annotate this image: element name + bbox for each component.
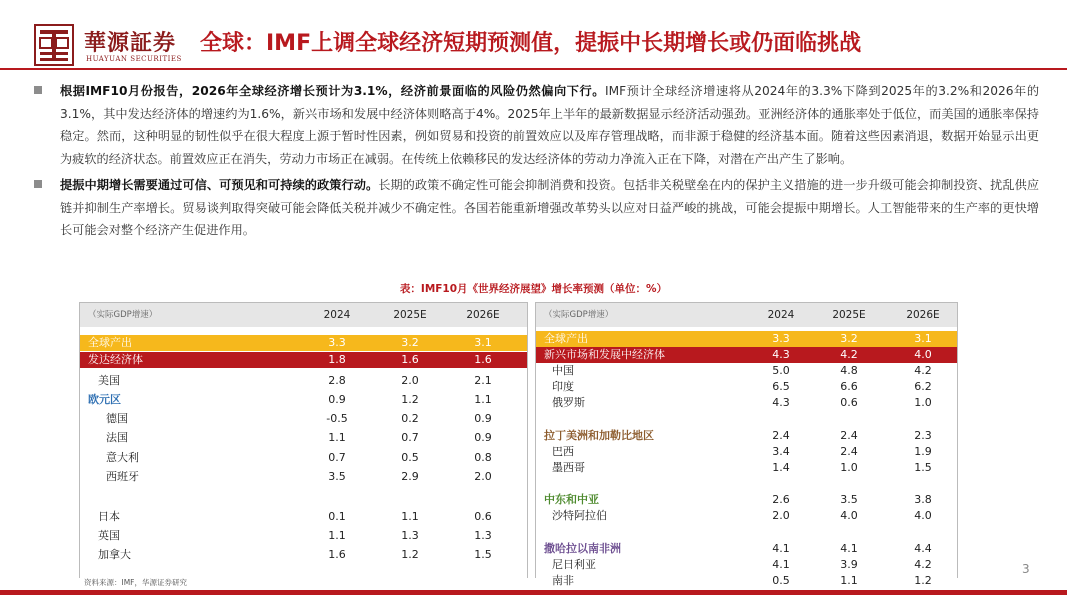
row-value: 6.6 — [840, 380, 858, 393]
row-value: 3.1 — [914, 332, 932, 345]
row-label: 欧元区 — [88, 393, 121, 406]
table-row — [536, 557, 957, 573]
header-label: （实际GDP增速） — [544, 310, 614, 320]
row-value: 4.1 — [772, 558, 790, 571]
row-value: 1.1 — [401, 510, 419, 523]
logo-text: 華源証券 — [84, 30, 177, 56]
row-value: 0.7 — [401, 431, 419, 444]
row-value: 4.1 — [772, 542, 790, 555]
row-value: 0.6 — [474, 510, 492, 523]
table-row — [536, 460, 957, 476]
row-value: 1.6 — [474, 353, 492, 366]
row-value: 0.1 — [328, 510, 346, 523]
row-value: 3.5 — [328, 470, 346, 483]
table-header-row — [80, 303, 527, 327]
row-label: 墨西哥 — [552, 461, 585, 474]
header-year: 2025E — [393, 309, 427, 321]
table-row — [536, 444, 957, 460]
row-value: 4.0 — [914, 509, 932, 522]
row-value: 0.9 — [474, 412, 492, 425]
row-label: 发达经济体 — [88, 353, 143, 366]
row-value: 4.0 — [914, 348, 932, 361]
row-value: 2.0 — [401, 374, 419, 387]
table-row — [536, 492, 957, 508]
table-caption: 表：IMF10月《世界经济展望》增长率预测（单位：%） — [399, 283, 668, 295]
row-label: 美国 — [98, 374, 120, 387]
bullet-body: IMF预计全球经济增速将从2024年的3.3%下降到2025年的3.2%和2026年的3.1%，其中发达经济体的增速约为1.6%，新兴市场和发展中经济体则略高于4%。2025年上半年的最新数据显示经济活动强劲。亚洲经济体的通胀率处于低位，而美国的通胀率保持稳定。然而，这种明显的韧性似乎在很大程度上源于暂时性因素，例如贸易和投资的前置效应以及库存管理战略，而非源于稳健的经济基本面。随着这些因素消退，数据开始显示出更为疲软的经济状态。前置效应正在消失，劳动力市场正在减弱。在传统上依赖移民的发达经济体的劳动力净流入正在下降，对潜在产出产生了影响。 — [60, 84, 1040, 166]
row-value: 3.8 — [914, 493, 932, 506]
bullet-lead: 提振中期增长需要通过可信、可预见和可持续的政策行动。 — [60, 178, 379, 192]
row-value: 1.1 — [328, 529, 346, 542]
row-label: 印度 — [552, 380, 574, 393]
right-table — [535, 302, 958, 587]
row-value: 1.3 — [401, 529, 419, 542]
header-year: 2024 — [767, 309, 795, 321]
row-value: 1.1 — [328, 431, 346, 444]
table-header-row — [536, 303, 957, 327]
bullet-body: 长期的政策不确定性可能会抑制消费和投资。包括非关税壁垒在内的保护主义措施的进一步升级可能会抑制投资、扰乱供应链并抑制生产率增长。贸易谈判取得突破可能会降低关税并减少不确定性。各国若能重新增强改革势头以应对日益严峻的挑战，可能会提振中期增长。人工智能带来的生产率的更快增长可能会对整个经济产生促进作用。 — [60, 178, 1040, 237]
row-label: 中国 — [552, 364, 574, 377]
row-label: 全球产出 — [88, 336, 132, 349]
row-label: 巴西 — [552, 445, 574, 458]
row-value: 3.4 — [772, 445, 790, 458]
row-value: 0.5 — [401, 451, 419, 464]
row-label: 英国 — [98, 529, 120, 542]
bullet-item — [34, 80, 1039, 170]
table-row — [80, 430, 527, 446]
bullet-text — [60, 80, 1039, 170]
table-row — [536, 363, 957, 379]
row-value: 4.2 — [840, 348, 858, 361]
row-value: 1.2 — [401, 548, 419, 561]
row-value: 1.1 — [840, 574, 858, 587]
row-label: 新兴市场和发展中经济体 — [544, 348, 665, 361]
row-value: 4.4 — [914, 542, 932, 555]
logo-subtext: HUAYUAN SECURITIES — [86, 55, 182, 63]
row-value: 6.5 — [772, 380, 790, 393]
table-row — [80, 352, 527, 368]
row-label: 西班牙 — [106, 470, 139, 483]
row-value: 2.4 — [840, 445, 858, 458]
table-row — [80, 392, 527, 408]
row-value: 4.8 — [840, 364, 858, 377]
row-value: 0.8 — [474, 451, 492, 464]
row-value: 1.2 — [914, 574, 932, 587]
row-value: 0.7 — [328, 451, 346, 464]
left-table — [79, 302, 528, 578]
bullet-lead: 根据IMF10月份报告，2026年全球经济增长预计为3.1%，经济前景面临的风险仍然偏向下行。 — [60, 84, 605, 98]
row-value: 1.6 — [401, 353, 419, 366]
table-row — [536, 379, 957, 395]
page-number: 3 — [1022, 562, 1030, 576]
header-year: 2026E — [906, 309, 940, 321]
bullet-list — [34, 80, 1039, 246]
row-value: 2.9 — [401, 470, 419, 483]
header-divider — [0, 68, 1067, 70]
row-value: 1.3 — [474, 529, 492, 542]
row-label: 意大利 — [106, 451, 139, 464]
row-value: 0.9 — [474, 431, 492, 444]
row-value: 1.5 — [914, 461, 932, 474]
row-value: 2.4 — [840, 429, 858, 442]
row-label: 全球产出 — [544, 332, 588, 345]
row-value: 0.9 — [328, 393, 346, 406]
table-row — [536, 508, 957, 524]
row-label: 日本 — [98, 510, 120, 523]
row-label: 拉丁美洲和加勒比地区 — [544, 429, 654, 442]
row-value: 2.0 — [474, 470, 492, 483]
row-value: 4.3 — [772, 348, 790, 361]
table-row — [536, 573, 957, 589]
bullet-square-icon — [34, 180, 48, 242]
row-value: 3.3 — [328, 336, 346, 349]
bullet-text — [60, 174, 1039, 242]
row-value: 4.3 — [772, 396, 790, 409]
table-row — [536, 428, 957, 444]
bullet-square-icon — [34, 86, 48, 170]
header-year: 2025E — [832, 309, 866, 321]
row-value: 2.1 — [474, 374, 492, 387]
table-row — [80, 450, 527, 466]
row-value: -0.5 — [326, 412, 348, 425]
row-value: 2.3 — [914, 429, 932, 442]
source-note: 资料来源：IMF，华源证券研究 — [84, 578, 187, 587]
row-label: 德国 — [106, 412, 128, 425]
row-value: 0.2 — [401, 412, 419, 425]
row-value: 1.4 — [772, 461, 790, 474]
row-value: 3.1 — [474, 336, 492, 349]
row-value: 2.8 — [328, 374, 346, 387]
row-value: 1.1 — [474, 393, 492, 406]
row-label: 法国 — [106, 431, 128, 444]
row-value: 2.0 — [772, 509, 790, 522]
row-value: 4.2 — [914, 558, 932, 571]
row-value: 1.8 — [328, 353, 346, 366]
row-label: 加拿大 — [98, 548, 131, 561]
row-label: 沙特阿拉伯 — [552, 509, 607, 522]
header-year: 2024 — [323, 309, 351, 321]
table-row — [80, 509, 527, 525]
table-row — [80, 373, 527, 389]
row-value: 1.6 — [328, 548, 346, 561]
row-label: 中东和中亚 — [544, 493, 599, 506]
row-value: 4.0 — [840, 509, 858, 522]
row-value: 3.2 — [401, 336, 419, 349]
table-row — [536, 541, 957, 557]
row-label: 尼日利亚 — [552, 558, 596, 571]
row-value: 1.5 — [474, 548, 492, 561]
row-label: 俄罗斯 — [552, 396, 585, 409]
row-value: 4.1 — [840, 542, 858, 555]
row-value: 3.5 — [840, 493, 858, 506]
row-label: 南非 — [552, 574, 574, 587]
huayuan-logo-icon — [34, 24, 74, 66]
page-title: 全球：IMF上调全球经济短期预测值，提振中长期增长或仍面临挑战 — [200, 31, 862, 56]
row-label: 撒哈拉以南非洲 — [544, 542, 621, 555]
table-row — [80, 528, 527, 544]
header-label: （实际GDP增速） — [88, 310, 158, 320]
row-value: 4.2 — [914, 364, 932, 377]
row-value: 0.6 — [840, 396, 858, 409]
table-row — [80, 335, 527, 351]
row-value: 5.0 — [772, 364, 790, 377]
row-value: 6.2 — [914, 380, 932, 393]
table-row — [536, 395, 957, 411]
row-value: 3.2 — [840, 332, 858, 345]
table-row — [80, 469, 527, 485]
row-value: 0.5 — [772, 574, 790, 587]
bullet-item — [34, 174, 1039, 242]
table-row — [80, 411, 527, 427]
table-row — [536, 347, 957, 363]
table-row — [536, 331, 957, 347]
row-value: 1.0 — [840, 461, 858, 474]
row-value: 3.9 — [840, 558, 858, 571]
row-value: 1.0 — [914, 396, 932, 409]
table-row — [80, 547, 527, 563]
row-value: 2.4 — [772, 429, 790, 442]
footer-bar — [0, 590, 1067, 595]
row-value: 1.9 — [914, 445, 932, 458]
row-value: 2.6 — [772, 493, 790, 506]
row-value: 1.2 — [401, 393, 419, 406]
row-value: 3.3 — [772, 332, 790, 345]
header-year: 2026E — [466, 309, 500, 321]
